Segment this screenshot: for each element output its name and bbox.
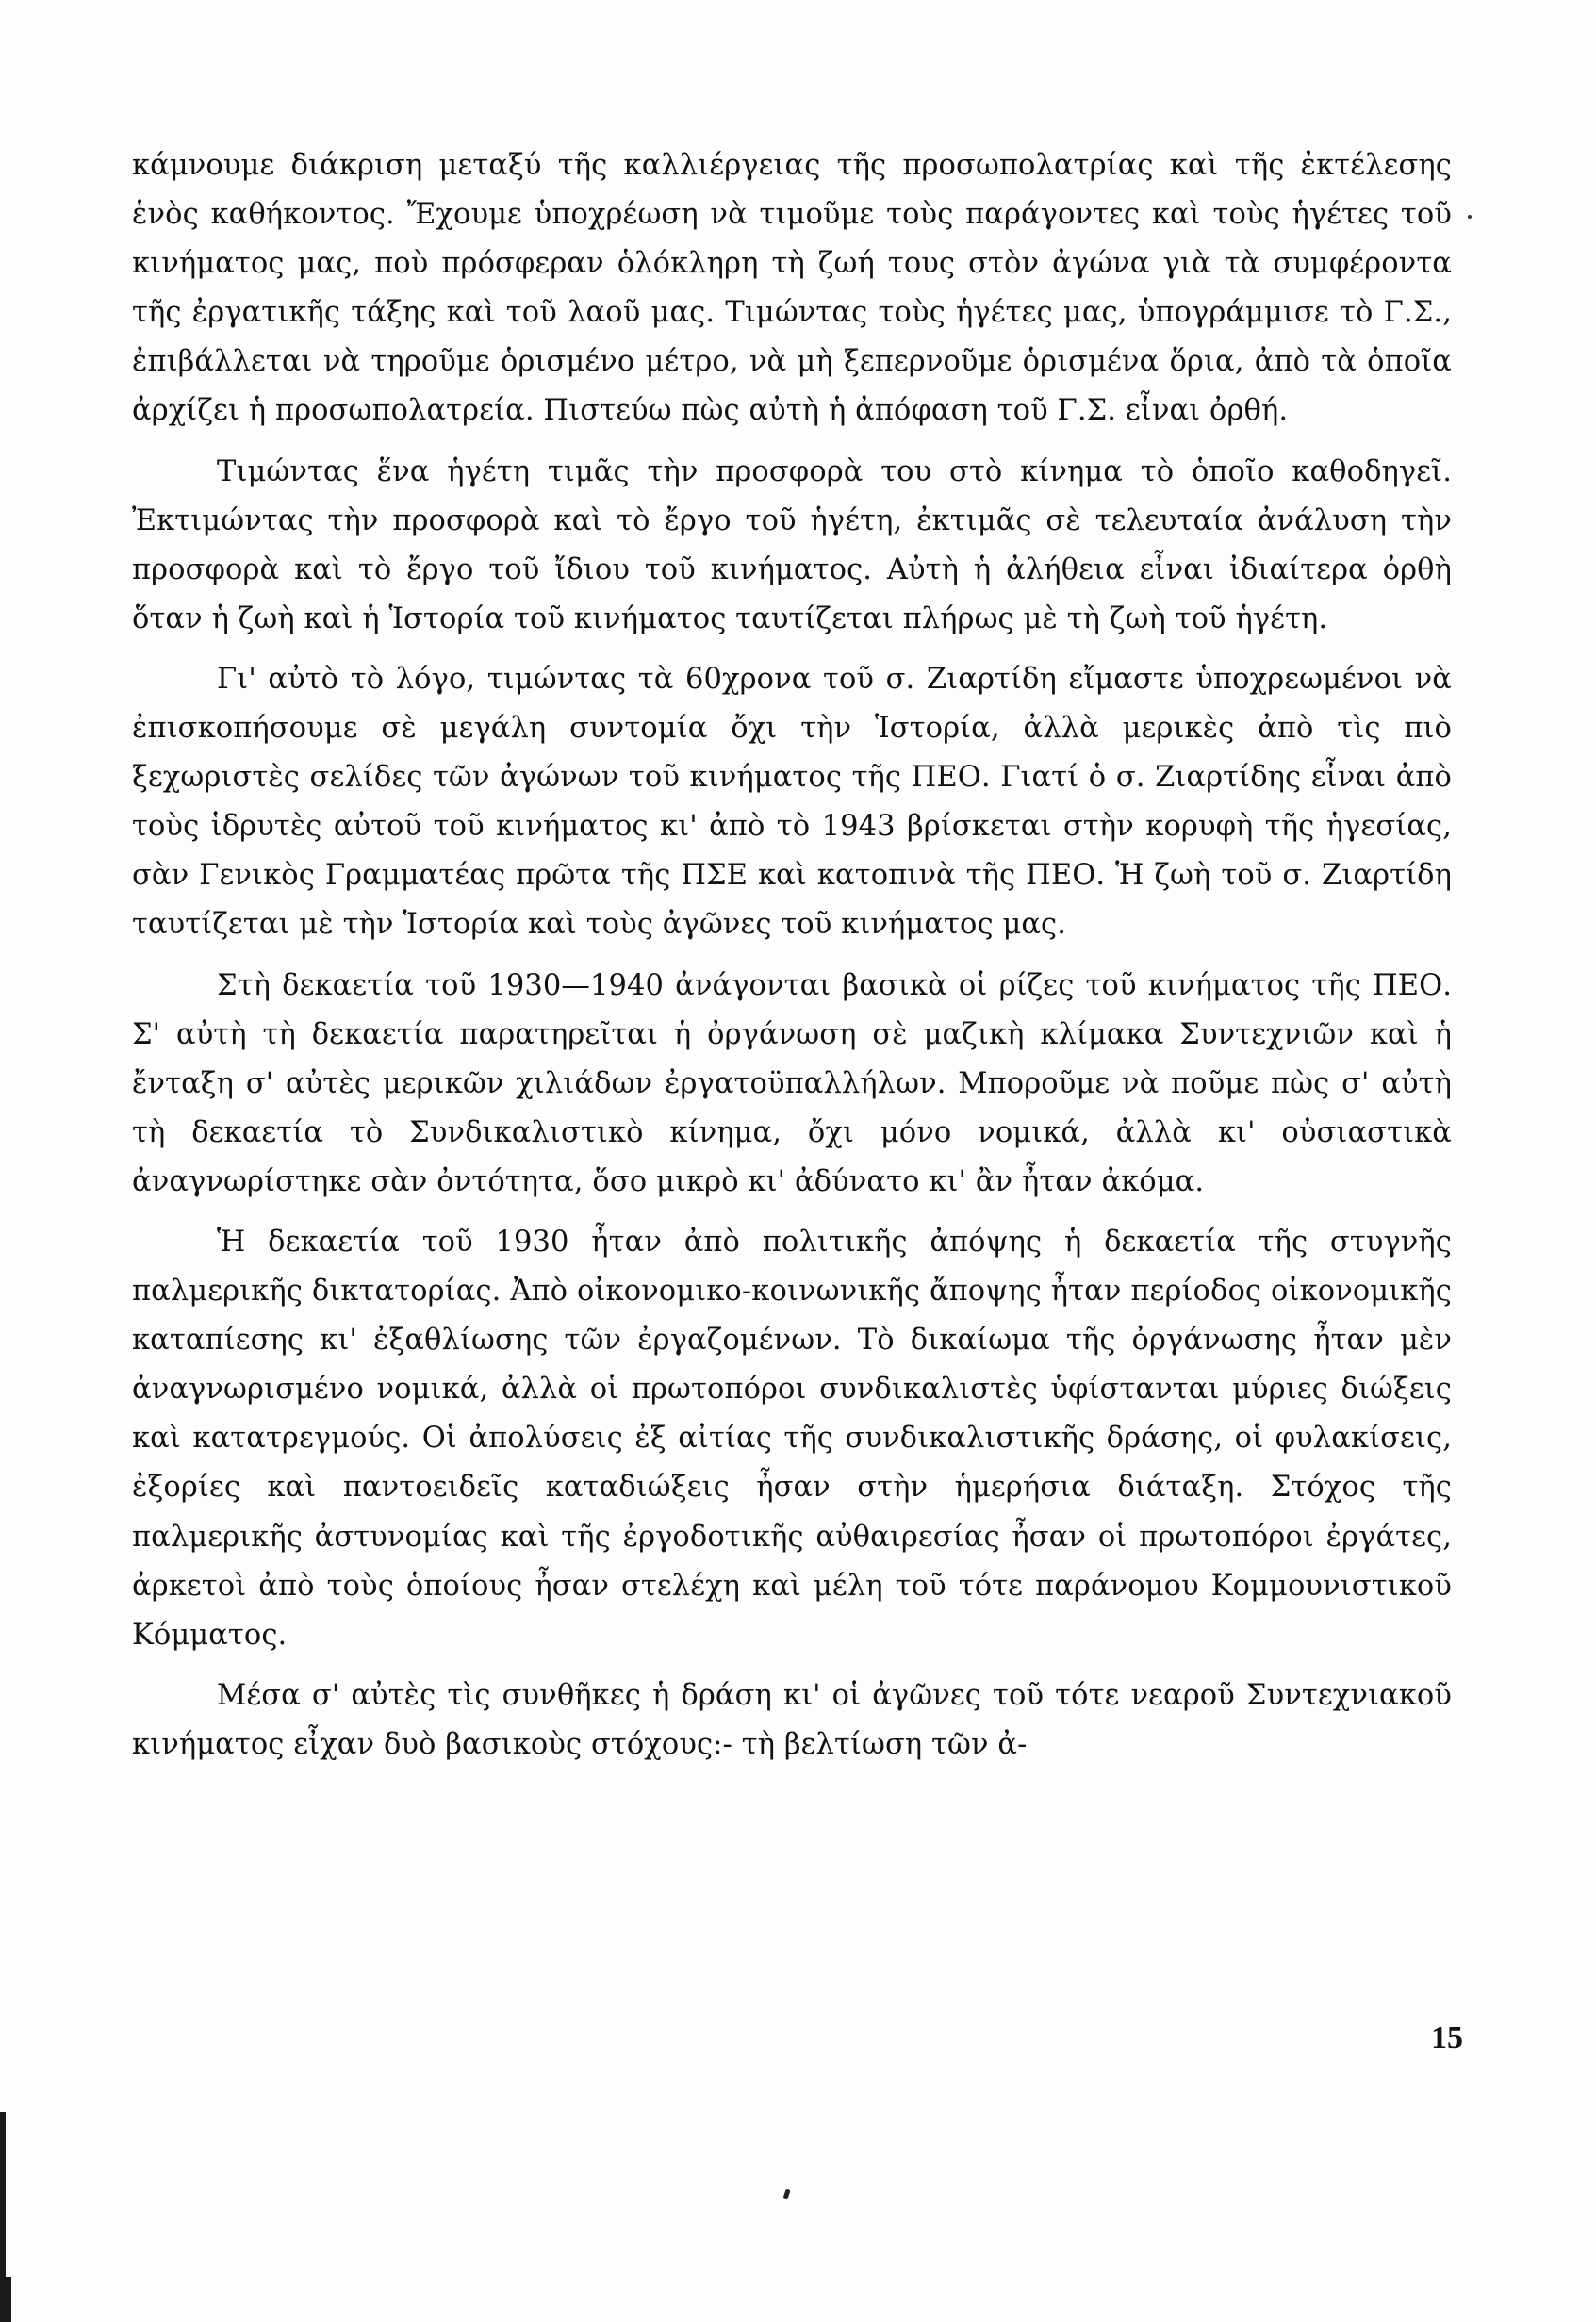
- scan-speck: [782, 2188, 790, 2199]
- paragraph-1: κάμνουμε διάκριση μεταξύ τῆς καλλιέργειας τῆς προσωπολατρίας καὶ τῆς ἐκτέλεσης ἑνὸς καθήκοντος. Ἔχουμε ὑποχρέωση νὰ τιμοῦμε τοὺς παράγοντες καὶ τοὺς ἡγέτες τοῦ κινήματος μας, ποὺ πρόσφεραν ὁλόκληρη τὴ ζωή τους στὸν ἀγώνα γιὰ τὰ συμφέροντα τῆς ἐργατικῆς τάξης καὶ τοῦ λαοῦ μας. Τιμώντας τοὺς ἡγέτες μας, ὑπογράμμισε τὸ Γ.Σ., ἐπιβάλλεται νὰ τηροῦμε ὁρισμένο μέτρο, νὰ μὴ ξεπερνοῦμε ὁρισμένα ὅρια, ἀπὸ τὰ ὁποῖα ἀρχίζει ἡ προσωπολατρεία. Πιστεύω πὼς αὐτὴ ἡ ἀπόφαση τοῦ Γ.Σ. εἶναι ὀρθή.: [132, 149, 1452, 428]
- page-number: 15: [1431, 2020, 1463, 2055]
- body-text: [132, 141, 1452, 1770]
- paragraph-4: Στὴ δεκαετία τοῦ 1930—1940 ἀνάγονται βασικὰ οἱ ρίζες τοῦ κινήματος τῆς ΠΕΟ. Σ' αὐτὴ τὴ δεκαετία παρατηρεῖται ἡ ὀργάνωση σὲ μαζικὴ κλίμακα Συντεχνιῶν καὶ ἡ ἔνταξη σ' αὐτὲς μερικῶν χιλιάδων ἐργατοϋπαλλήλων. Μποροῦμε νὰ ποῦμε πὼς σ' αὐτὴ τὴ δεκαετία τὸ Συνδικαλιστικὸ κίνημα, ὄχι μόνο νομικά, ἀλλὰ κι' οὐσιαστικὰ ἀναγνωρίστηκε σὰν ὀντότητα, ὅσο μικρὸ κι' ἀδύνατο κι' ἂν ἦταν ἀκόμα.: [132, 968, 1452, 1198]
- scan-edge-mark-bottom: [0, 2277, 11, 2322]
- scan-dot: [1468, 215, 1472, 219]
- paragraph-3: Γι' αὐτὸ τὸ λόγο, τιμώντας τὰ 60χρονα τοῦ σ. Ζιαρτίδη εἴμαστε ὑποχρεωμένοι νὰ ἐπισκοπήσουμε σὲ μεγάλη συντομία ὄχι τὴν Ἱστορία, ἀλλὰ μερικὲς ἀπὸ τὶς πιὸ ξεχωριστὲς σελίδες τῶν ἀγώνων τοῦ κινήματος τῆς ΠΕΟ. Γιατί ὁ σ. Ζιαρτίδης εἶναι ἀπὸ τοὺς ἱδρυτὲς αὐτοῦ τοῦ κινήματος κι' ἀπὸ τὸ 1943 βρίσκεται στὴν κορυφὴ τῆς ἡγεσίας, σὰν Γενικὸς Γραμματέας πρῶτα τῆς ΠΣΕ καὶ κατοπινὰ τῆς ΠΕΟ. Ἡ ζωὴ τοῦ σ. Ζιαρτίδη ταυτίζεται μὲ τὴν Ἱστορία καὶ τοὺς ἀγῶνες τοῦ κινήματος μας.: [132, 662, 1452, 942]
- paragraph-6: Μέσα σ' αὐτὲς τὶς συνθῆκες ἡ δράση κι' οἱ ἀγῶνες τοῦ τότε νεαροῦ Συντεχνιακοῦ κινήματος εἶχαν δυὸ βασικοὺς στόχους:- τὴ βελτίωση τῶν ἀ-: [132, 1678, 1452, 1761]
- paragraph-5: Ἡ δεκαετία τοῦ 1930 ἦταν ἀπὸ πολιτικῆς ἀπόψης ἡ δεκαετία τῆς στυγνῆς παλμερικῆς δικτατορίας. Ἀπὸ οἰκονομικο-κοινωνικῆς ἄποψης ἦταν περίοδος οἰκονομικῆς καταπίεσης κι' ἐξαθλίωσης τῶν ἐργαζομένων. Τὸ δικαίωμα τῆς ὀργάνωσης ἦταν μὲν ἀναγνωρισμένο νομικά, ἀλλὰ οἱ πρωτοπόροι συνδικαλιστὲς ὑφίστανται μύριες διώξεις καὶ κατατρεγμούς. Οἱ ἀπολύσεις ἐξ αἰτίας τῆς συνδικαλιστικῆς δράσης, οἱ φυλακίσεις, ἐξορίες καὶ παντοειδεῖς καταδιώξεις ἦσαν στὴν ἡμερήσια διάταξη. Στόχος τῆς παλμερικῆς ἀστυνομίας καὶ τῆς ἐργοδοτικῆς αὐθαιρεσίας ἦσαν οἱ πρωτοπόροι ἐργάτες, ἀρκετοὶ ἀπὸ τοὺς ὁποίους ἦσαν στελέχη καὶ μέλη τοῦ τότε παράνομου Κομμουνιστικοῦ Κόμματος.: [132, 1225, 1452, 1652]
- paragraph-2: Τιμώντας ἕνα ἡγέτη τιμᾶς τὴν προσφορὰ του στὸ κίνημα τὸ ὁποῖο καθοδηγεῖ. Ἐκτιμώντας τὴν προσφορὰ καὶ τὸ ἔργο τοῦ ἡγέτη, ἐκτιμᾶς σὲ τελευταία ἀνάλυση τὴν προσφορὰ καὶ τὸ ἔργο τοῦ ἴδιου τοῦ κινήματος. Αὐτὴ ἡ ἀλήθεια εἶναι ἰδιαίτερα ὀρθὴ ὅταν ἡ ζωὴ καὶ ἡ Ἱστορία τοῦ κινήματος ταυτίζεται πλήρως μὲ τὴ ζωὴ τοῦ ἡγέτη.: [132, 454, 1452, 635]
